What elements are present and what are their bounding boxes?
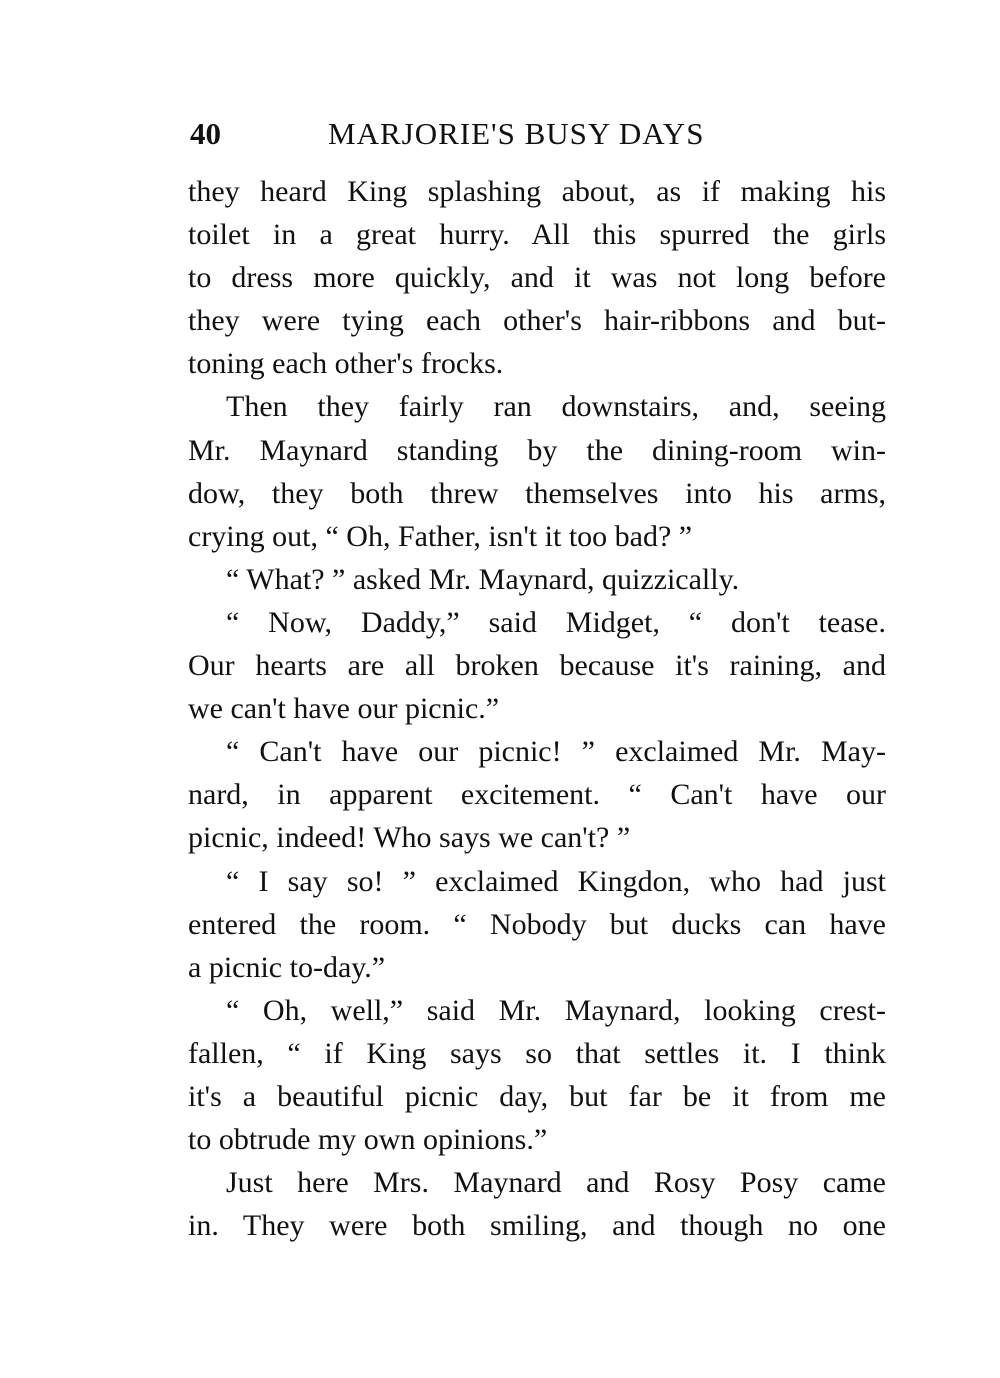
page-number: 40	[190, 116, 221, 151]
text-line: “ What? ” asked Mr. Maynard, quizzically.	[226, 562, 740, 596]
text-line: we can't have our picnic.”	[188, 692, 500, 726]
text-line: toilet in a great hurry. All this spurred the girls	[188, 218, 886, 252]
text-line: nard, in apparent excitement. “ Can't have our	[188, 778, 886, 812]
text-line: fallen, “ if King says so that settles it. I think	[188, 1036, 886, 1070]
text-line: to obtrude my own opinions.”	[188, 1123, 548, 1157]
text-line: Mr. Maynard standing by the dining-room win-	[188, 433, 886, 467]
text-line: Then they fairly ran downstairs, and, seeing	[226, 390, 886, 424]
text-line: a picnic to-day.”	[188, 950, 386, 984]
text-line: picnic, indeed! Who says we can't? ”	[188, 821, 631, 855]
text-line: they heard King splashing about, as if making his	[188, 175, 886, 208]
text-line: it's a beautiful picnic day, but far be it from me	[188, 1079, 886, 1113]
text-line: “ Oh, well,” said Mr. Maynard, looking crest-	[226, 993, 886, 1027]
text-line: in. They were both smiling, and though no one	[188, 1209, 886, 1243]
text-line: crying out, “ Oh, Father, isn't it too bad? ”	[188, 519, 693, 553]
body-text	[188, 170, 886, 1247]
text-line: “ I say so! ” exclaimed Kingdon, who had just	[226, 864, 886, 898]
text-line: “ Can't have our picnic! ” exclaimed Mr. May-	[226, 735, 886, 769]
text-line: “ Now, Daddy,” said Midget, “ don't tease.	[226, 605, 886, 639]
text-line: toning each other's frocks.	[188, 347, 504, 381]
running-title: MARJORIE'S BUSY DAYS	[328, 116, 705, 151]
text-line: Our hearts are all broken because it's raining, and	[188, 649, 886, 683]
page-header	[186, 112, 886, 156]
text-line: dow, they both threw themselves into his arms,	[188, 476, 886, 510]
text-line: to dress more quickly, and it was not long before	[188, 261, 886, 295]
text-line: Just here Mrs. Maynard and Rosy Posy came	[226, 1166, 886, 1200]
text-line: they were tying each other's hair-ribbons and but-	[188, 304, 886, 338]
text-line: entered the room. “ Nobody but ducks can have	[188, 907, 886, 941]
